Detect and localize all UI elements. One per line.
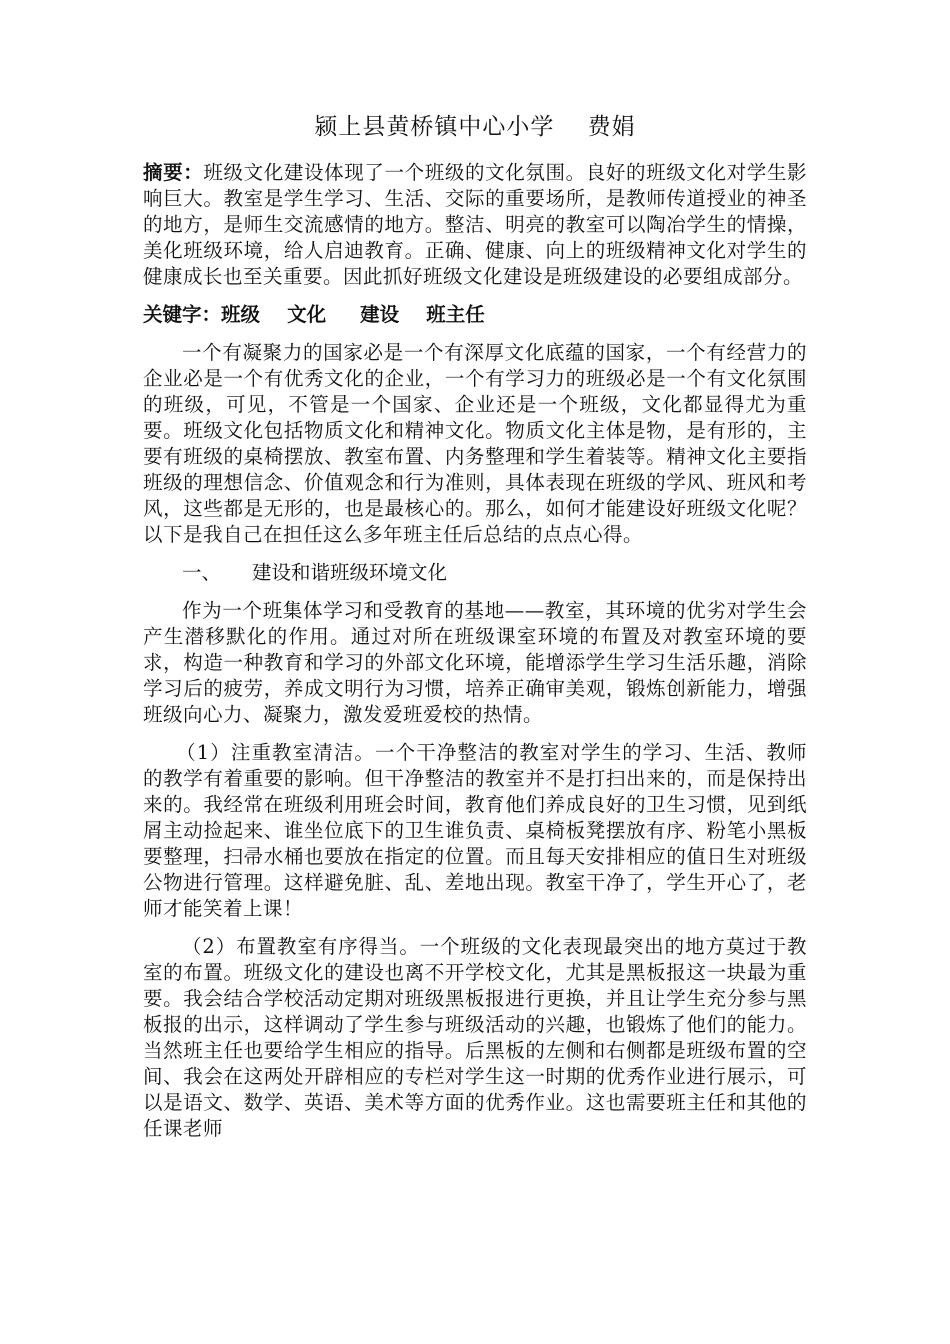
abstract-paragraph (143, 160, 807, 290)
keywords-line: 关键字：班级 文化 建设 班主任 (143, 303, 485, 326)
abstract-text: 班级文化建设体现了一个班级的文化氛围。良好的班级文化对学生影响巨大。教室是学生学习、生活、交际的重要场所，是教师传道授业的神圣的地方，是师生交流感情的地方。整洁、明亮的教室可以陶冶学生的情操，美化班级环境，给人启迪教育。正确、健康、向上的班级精神文化对学生的健康成长也至关重要。因此抓好班级文化建设是班级建设的必要组成部分。 (143, 161, 807, 288)
abstract-label: 摘要： (143, 161, 204, 184)
intro-paragraph: 一个有凝聚力的国家必是一个有深厚文化底蕴的国家，一个有经营力的企业必是一个有优秀文化的企业，一个有学习力的班级必是一个有文化氛围的班级，可见，不管是一个国家、企业还是一个班级，文化都显得尤为重要。班级文化包括物质文化和精神文化。物质文化主体是物，是有形的，主要有班级的桌椅摆放、教室布置、内务整理和学生着装等。精神文化主要指班级的理想信念、价值观念和行为准则，具体表现在班级的学风、班风和考风，这些都是无形的，也是最核心的。那么，如何才能建设好班级文化呢？以下是我自己在担任这么多年班主任后总结的点点心得。 (143, 341, 807, 546)
section-heading: 一、 建设和谐班级环境文化 (182, 561, 447, 584)
document-body (143, 112, 807, 1154)
document-title: 颍上县黄桥镇中心小学 费娟 (314, 114, 636, 140)
point-2-paragraph: （2）布置教室有序得当。一个班级的文化表现最突出的地方莫过于教室的布置。班级文化的建设也离不开学校文化，尤其是黑板报这一块最为重要。我会结合学校活动定期对班级黑板报进行更换，并且让学生充分参与黑板报的出示，这样调动了学生参与班级活动的兴趣，也锻炼了他们的能力。当然班主任也要给学生相应的指导。后黑板的左侧和右侧都是班级布置的空间、我会在这两处开辟相应的专栏对学生这一时期的优秀作业进行展示，可以是语文、数学、英语、美术等方面的优秀作业。这也需要班主任和其他的任课老师 (143, 935, 807, 1140)
section-intro-paragraph: 作为一个班集体学习和受教育的基地——教室，其环境的优劣对学生会产生潜移默化的作用。通过对所在班级课室环境的布置及对教室环境的要求，构造一种教育和学习的外部文化环境，能增添学生学习生活乐趣，消除学习后的疲劳，养成文明行为习惯，培养正确审美观，锻炼创新能力，增强班级向心力、凝聚力，激发爱班爱校的热情。 (143, 599, 807, 726)
point-1-paragraph: （1）注重教室清洁。一个干净整洁的教室对学生的学习、生活、教师的教学有着重要的影响。但干净整洁的教室并不是打扫出来的，而是保持出来的。我经常在班级利用班会时间，教育他们养成良好的卫生习惯，见到纸屑主动捡起来、谁坐位底下的卫生谁负责、桌椅板凳摆放有序、粉笔小黑板要整理，扫帚水桶也要放在指定的位置。而且每天安排相应的值日生对班级公物进行管理。这样避免脏、乱、差地出现。教室干净了，学生开心了，老师才能笑着上课！ (143, 741, 807, 920)
